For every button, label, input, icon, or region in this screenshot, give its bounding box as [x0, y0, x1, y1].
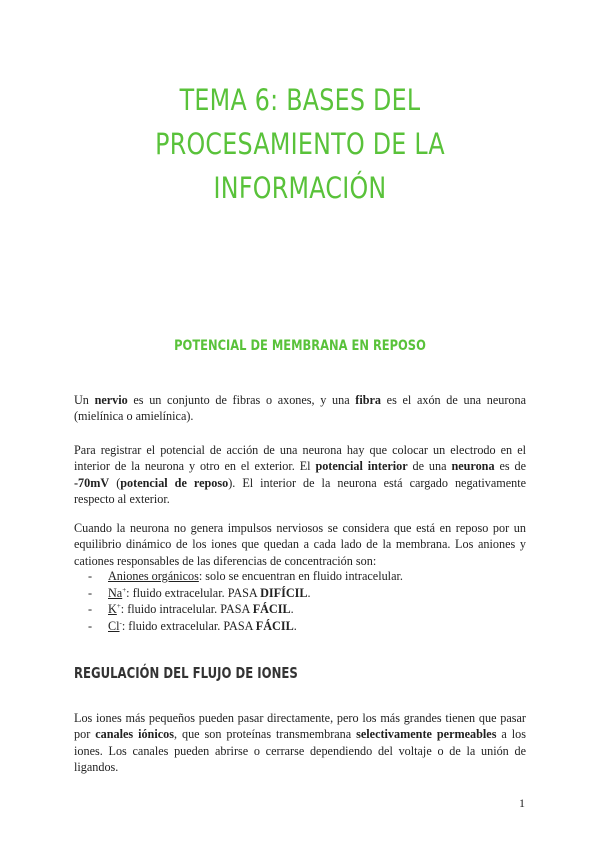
bold-term: FÁCIL	[252, 602, 291, 617]
document-title: TEMA 6: BASES DEL PROCESAMIENTO DE LA INFORMACIÓN	[155, 83, 445, 205]
ion-name: Aniones orgánicos	[108, 569, 199, 583]
item-text: : fluido extracelular. PASA	[121, 618, 256, 633]
paragraph-canales	[74, 710, 526, 776]
text-run: (	[109, 475, 121, 490]
text-run: de una	[407, 459, 452, 474]
bold-term: FÁCIL	[255, 618, 294, 633]
list-dash: -	[88, 618, 93, 633]
paragraph-potencial	[74, 442, 526, 508]
text-run: es el axón de una neurona (mielínica o amielínica).	[74, 393, 526, 424]
bold-term: fibra	[355, 393, 382, 407]
item-text: : solo se encuentran en fluido intracelular.	[198, 569, 403, 583]
text-run: a los iones. Los canales pueden abrirse o cerrarse dependiendo del voltaje o de la unión de ligandos.	[74, 727, 526, 775]
section-heading: POTENCIAL DE MEMBRANA EN REPOSO	[174, 338, 426, 354]
list-dash: -	[88, 585, 93, 600]
ion-charge: +	[116, 602, 121, 611]
text-run: Para registrar el potencial de acción de una neurona hay que colocar un electrodo en el interior de la neurona y otro en el exterior. El	[74, 443, 526, 474]
page-number: 1	[519, 796, 525, 810]
ion-name: Cl	[108, 618, 120, 633]
text-run: , que son proteínas transmembrana	[173, 727, 357, 742]
text-run: Un	[74, 393, 95, 407]
ion-list	[88, 568, 403, 634]
bold-term: -70mV	[74, 475, 110, 490]
ion-charge: -	[119, 618, 122, 627]
item-text: : fluido extracelular. PASA	[126, 585, 261, 600]
subheading-regulacion: REGULACIÓN DEL FLUJO DE IONES	[74, 664, 298, 682]
ion-name: Na	[108, 585, 123, 600]
bold-term: DIFÍCIL	[260, 585, 308, 600]
ion-name: K	[108, 602, 117, 617]
text-run: Los iones más pequeños pueden pasar directamente, pero los más grandes tienen que pasar por	[74, 711, 526, 742]
text-run: es de	[494, 459, 526, 474]
item-end: .	[307, 585, 311, 600]
paragraph-reposo: Cuando la neurona no genera impulsos nerviosos se considera que está en reposo por un equilibrio dinámico de los iones que quedan a cada lado de la membrana. Los aniones y cationes responsables de las diferencias de concentración son:	[74, 521, 526, 568]
bold-term: potencial de reposo	[120, 475, 229, 490]
item-end: .	[293, 618, 297, 633]
item-text: : fluido intracelular. PASA	[120, 602, 253, 617]
list-dash: -	[88, 602, 93, 617]
list-item	[88, 568, 403, 585]
bold-term: selectivamente permeables	[356, 727, 497, 742]
item-end: .	[290, 602, 294, 617]
paragraph-nervio	[74, 392, 526, 425]
list-item	[88, 585, 403, 602]
text-run: ). El interior de la neurona está cargado negativamente respecto al exterior.	[74, 475, 527, 507]
ion-charge: +	[122, 585, 127, 594]
list-dash: -	[88, 569, 93, 583]
bold-term: nervio	[94, 393, 128, 407]
list-item	[88, 618, 403, 635]
text-run: es un conjunto de fibras o axones, y una	[127, 393, 356, 407]
bold-term: canales iónicos	[95, 727, 174, 742]
list-item	[88, 601, 403, 618]
bold-term: potencial interior	[315, 459, 408, 474]
bold-term: neurona	[451, 459, 495, 474]
